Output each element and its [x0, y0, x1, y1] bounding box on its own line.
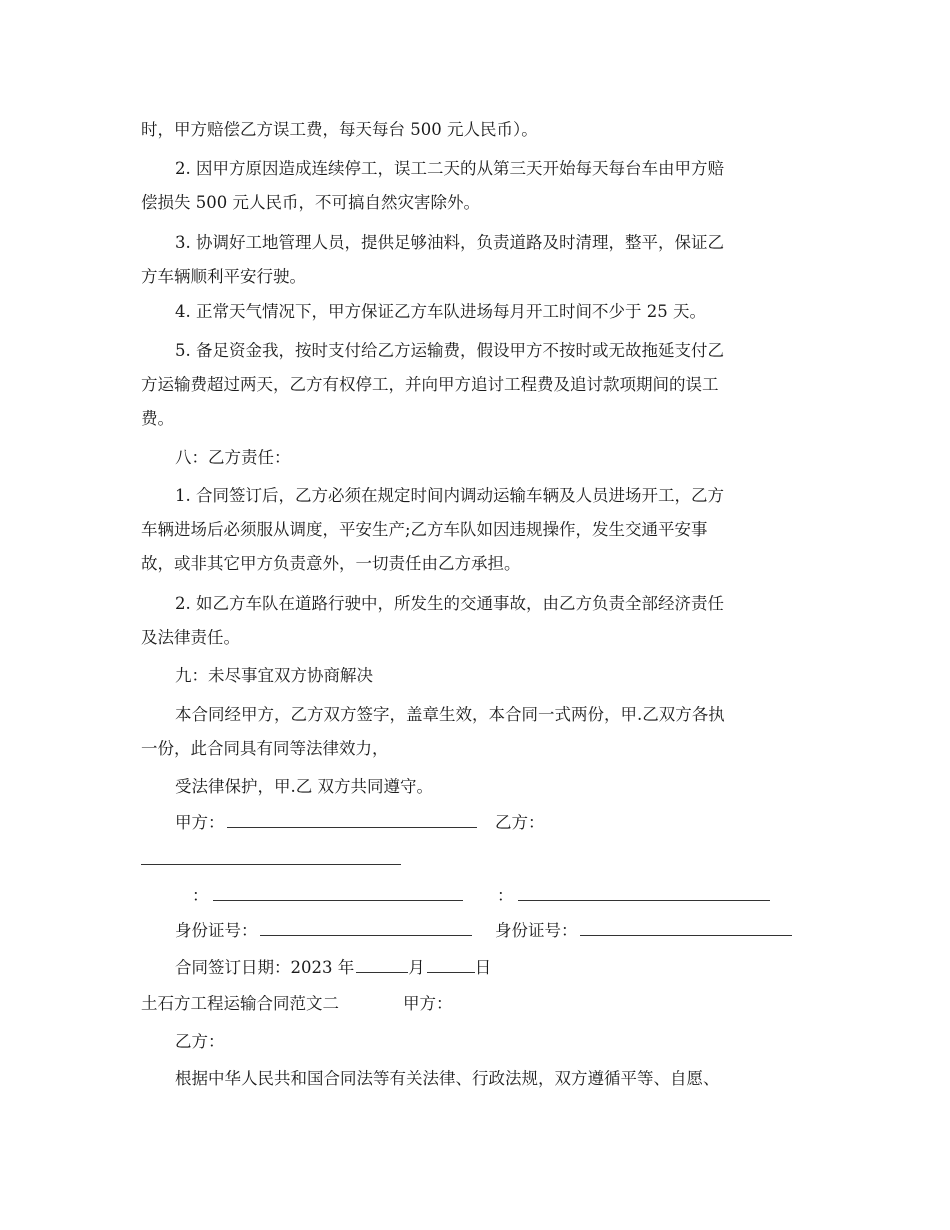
month-blank[interactable]	[356, 956, 408, 973]
id-a-blank[interactable]	[260, 919, 472, 936]
paragraph-line: 时，甲方赔偿乙方误工费，每天每台 500 元人民币）。	[141, 120, 538, 139]
id-a-label: 身份证号：	[175, 921, 258, 940]
clause-5-line-2: 方运输费超过两天，乙方有权停工，并向甲方追讨工程费及追讨款项期间的误工	[141, 375, 719, 394]
clause-b1-line-3: 故，或非其它甲方负责意外，一切责任由乙方承担。	[141, 554, 521, 573]
clause-4-line: 4. 正常天气情况下，甲方保证乙方车队进场每月开工时间不少于 25 天。	[175, 302, 706, 321]
second-template-heading: 土石方工程运输合同范文二	[141, 994, 339, 1013]
id-b-label: 身份证号：	[495, 921, 578, 940]
clause-2-line-2: 偿损失 500 元人民币，不可搞自然灾害除外。	[141, 193, 480, 212]
effect-line-3: 受法律保护，甲.乙 双方共同遵守。	[175, 777, 433, 796]
representative-a	[192, 881, 463, 911]
day-label: 日	[474, 958, 492, 977]
month-label: 月	[408, 958, 425, 977]
representative-a-blank[interactable]	[213, 884, 463, 901]
second-intro-line: 根据中华人民共和国合同法等有关法律、行政法规，双方遵循平等、自愿、	[175, 1069, 720, 1088]
representative-b	[497, 881, 770, 911]
colon-b: ：	[497, 886, 514, 905]
section-nine-heading: 九：未尽事宜双方协商解决	[175, 666, 373, 685]
representative-b-blank[interactable]	[518, 884, 770, 901]
id-number-a	[175, 916, 472, 946]
id-b-blank[interactable]	[580, 919, 792, 936]
clause-b2-line-1: 2. 如乙方车队在道路行驶中，所发生的交通事故，由乙方负责全部经济责任	[175, 594, 724, 613]
day-blank[interactable]	[427, 956, 475, 973]
clause-b1-line-2: 车辆进场后必须服从调度，平安生产;乙方车队如因违规操作，发生交通平安事	[141, 520, 708, 539]
colon-a: ：	[192, 886, 209, 905]
party-b-blank[interactable]	[141, 864, 401, 865]
second-party-b: 乙方：	[175, 1032, 225, 1051]
party-a-signature	[175, 808, 477, 838]
effect-line-1: 本合同经甲方，乙方双方签字，盖章生效，本合同一式两份，甲.乙双方各执	[175, 705, 725, 724]
party-b-label: 乙方：	[495, 813, 545, 832]
clause-3-line-1: 3. 协调好工地管理人员，提供足够油料，负责道路及时清理，整平，保证乙	[175, 233, 724, 252]
effect-line-2: 一份，此合同具有同等法律效力，	[141, 739, 389, 758]
section-eight-heading: 八：乙方责任：	[175, 448, 291, 467]
date-label: 合同签订日期：2023 年	[175, 958, 355, 977]
clause-2-line-1: 2. 因甲方原因造成连续停工，误工二天的从第三天开始每天每台车由甲方赔	[175, 159, 724, 178]
clause-5-line-1: 5. 备足资金我，按时支付给乙方运输费，假设甲方不按时或无故拖延支付乙	[175, 341, 724, 360]
clause-5-line-3: 费。	[141, 409, 174, 428]
signing-date	[175, 953, 491, 983]
clause-3-line-2: 方车辆顺利平安行驶。	[141, 267, 306, 286]
second-party-a: 甲方：	[403, 994, 453, 1013]
party-a-label: 甲方：	[175, 813, 225, 832]
party-a-blank[interactable]	[227, 811, 477, 828]
clause-b1-line-1: 1. 合同签订后，乙方必须在规定时间内调动运输车辆及人员进场开工，乙方	[175, 486, 724, 505]
id-number-b	[495, 916, 792, 946]
clause-b2-line-2: 及法律责任。	[141, 628, 240, 647]
